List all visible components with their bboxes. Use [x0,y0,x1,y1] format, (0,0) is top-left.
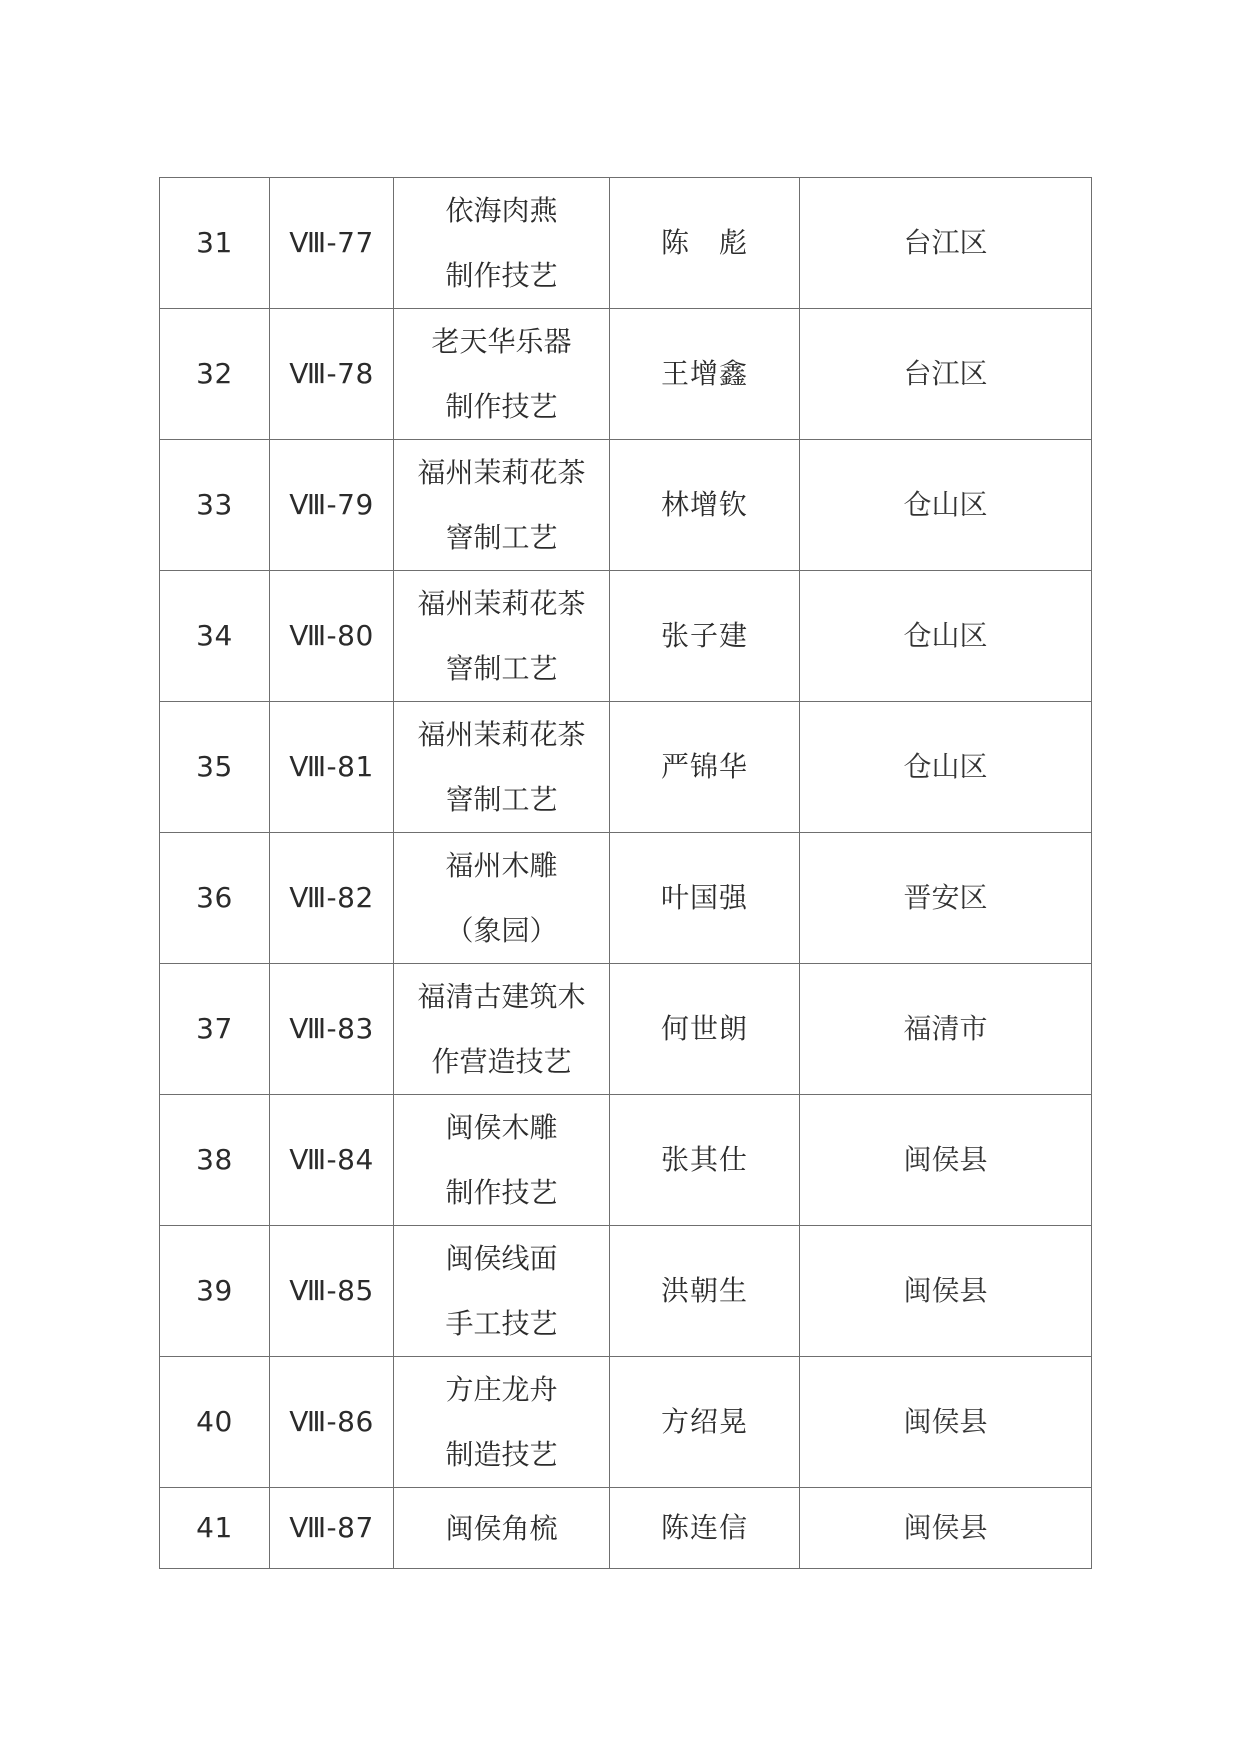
table-row [160,178,1092,309]
project-code: Ⅷ-77 [270,178,394,309]
project-name [394,1488,610,1569]
region: 仓山区 [800,571,1092,702]
inheritor-name: 林增钦 [610,440,800,571]
project-code: Ⅷ-82 [270,833,394,964]
project-code: Ⅷ-85 [270,1226,394,1357]
row-number: 40 [160,1357,270,1488]
project-name-line-2: 手工技艺 [445,1307,558,1340]
inheritor-name: 叶国强 [610,833,800,964]
table-row [160,440,1092,571]
inheritor-name: 陈 彪 [610,178,800,309]
region: 仓山区 [800,702,1092,833]
row-number: 36 [160,833,270,964]
region: 仓山区 [800,440,1092,571]
project-name-line-2: 制造技艺 [445,1438,558,1471]
inheritor-name: 何世朗 [610,964,800,1095]
region: 闽侯县 [800,1226,1092,1357]
region: 台江区 [800,178,1092,309]
project-name [394,1095,610,1226]
project-name-line-1: 福州木雕 [445,849,558,882]
project-name-line-1: 方庄龙舟 [445,1373,558,1406]
project-name-line-2: （象园） [445,914,558,947]
table-row [160,1226,1092,1357]
project-name [394,1357,610,1488]
inheritor-name: 洪朝生 [610,1226,800,1357]
project-name [394,309,610,440]
project-name [394,440,610,571]
row-number: 34 [160,571,270,702]
project-name-line-1: 老天华乐器 [431,325,572,358]
table-row [160,702,1092,833]
row-number: 33 [160,440,270,571]
region: 晋安区 [800,833,1092,964]
project-code: Ⅷ-80 [270,571,394,702]
project-name-line-1: 福州茉莉花茶 [417,456,586,489]
project-code: Ⅷ-84 [270,1095,394,1226]
row-number: 41 [160,1488,270,1569]
project-name-line-2: 窨制工艺 [445,783,558,816]
project-name-line-2: 作营造技艺 [431,1045,572,1078]
project-name-line-1: 闽侯线面 [445,1242,558,1275]
row-number: 39 [160,1226,270,1357]
project-code: Ⅷ-83 [270,964,394,1095]
project-name-line-1: 闽侯角梳 [445,1511,558,1545]
project-code: Ⅷ-87 [270,1488,394,1569]
row-number: 32 [160,309,270,440]
region: 闽侯县 [800,1488,1092,1569]
project-code: Ⅷ-78 [270,309,394,440]
project-name [394,964,610,1095]
project-name [394,833,610,964]
table-row [160,1488,1092,1569]
project-name-line-1: 福州茉莉花茶 [417,718,586,751]
row-number: 37 [160,964,270,1095]
project-name [394,178,610,309]
project-name [394,571,610,702]
project-name [394,702,610,833]
table-row [160,1095,1092,1226]
region: 台江区 [800,309,1092,440]
project-code: Ⅷ-81 [270,702,394,833]
project-name-line-2: 制作技艺 [445,259,558,292]
table-row [160,571,1092,702]
table-row [160,1357,1092,1488]
project-name-line-2: 制作技艺 [445,1176,558,1209]
project-name-line-1: 闽侯木雕 [445,1111,558,1144]
project-name-line-1: 福清古建筑木 [417,980,586,1013]
region: 闽侯县 [800,1357,1092,1488]
project-name-line-2: 窨制工艺 [445,652,558,685]
region: 闽侯县 [800,1095,1092,1226]
row-number: 31 [160,178,270,309]
heritage-inheritor-table [159,177,1092,1569]
inheritor-name: 王增鑫 [610,309,800,440]
project-name [394,1226,610,1357]
project-code: Ⅷ-86 [270,1357,394,1488]
inheritor-name: 方绍晃 [610,1357,800,1488]
region: 福清市 [800,964,1092,1095]
inheritor-name: 张其仕 [610,1095,800,1226]
table-row [160,309,1092,440]
inheritor-name: 陈连信 [610,1488,800,1569]
project-code: Ⅷ-79 [270,440,394,571]
inheritor-name: 严锦华 [610,702,800,833]
project-name-line-1: 福州茉莉花茶 [417,587,586,620]
project-name-line-2: 制作技艺 [445,390,558,423]
row-number: 38 [160,1095,270,1226]
project-name-line-1: 依海肉燕 [445,194,558,227]
inheritor-name: 张子建 [610,571,800,702]
project-name-line-2: 窨制工艺 [445,521,558,554]
row-number: 35 [160,702,270,833]
table-row [160,964,1092,1095]
table-row [160,833,1092,964]
